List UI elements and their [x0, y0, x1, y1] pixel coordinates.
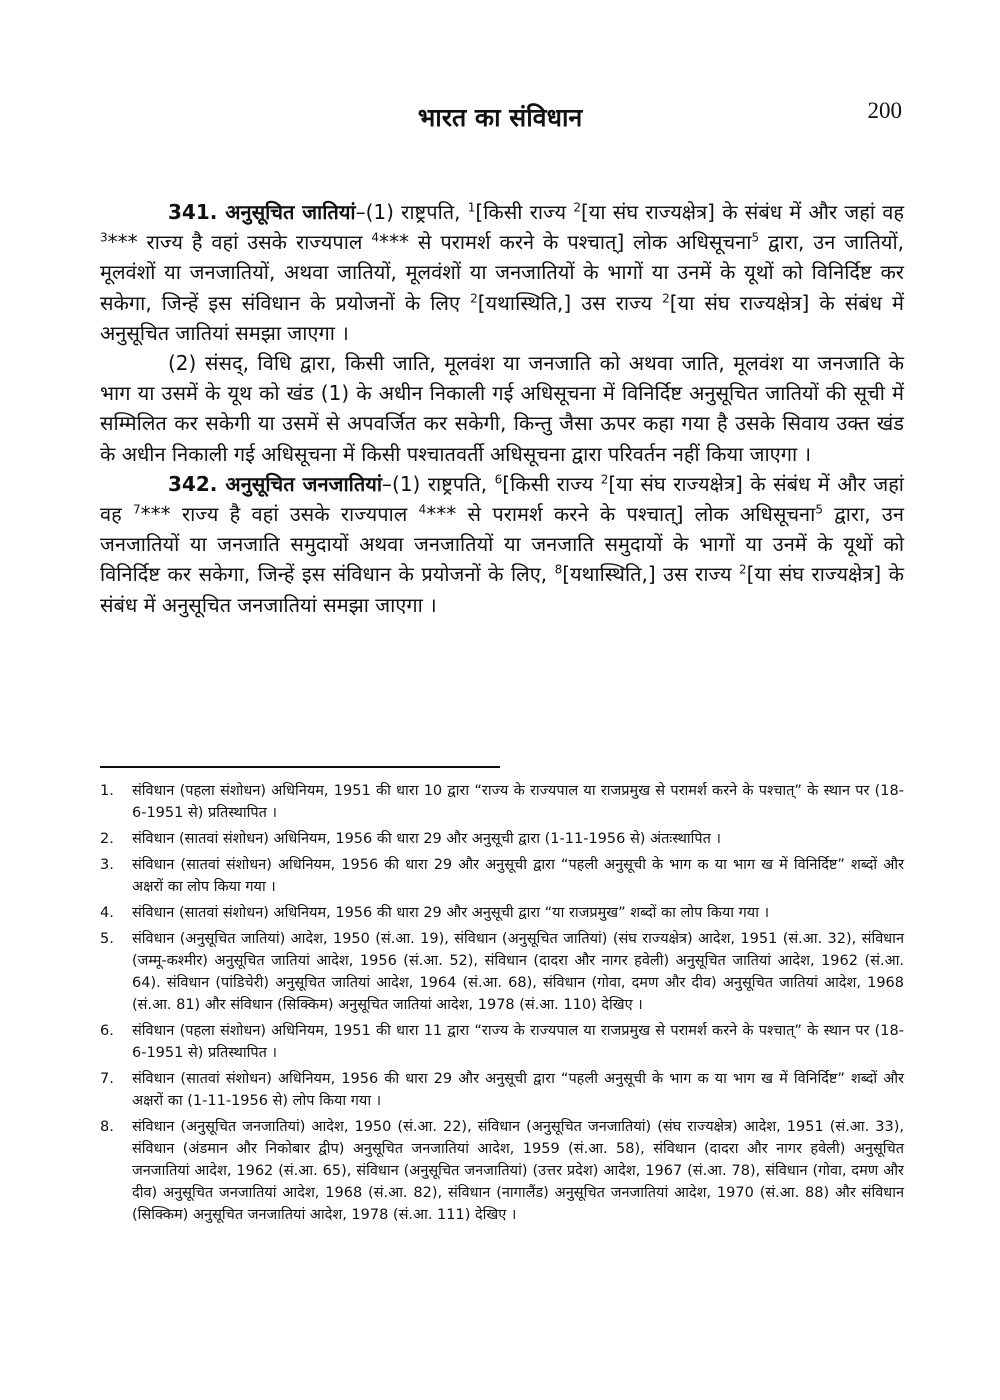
footnote-text: संविधान (अनुसूचित जनजातियां) आदेश, 1950 (सं.आ. 22), संविधान (अनुसूचित जनजातियां) (संघ राज्यक्षेत्र) आदेश, 1951 (सं.आ. 33), संविधान (अंडमान और निकोबार द्वीप) अनुसूचित जनजातियां आदेश, 1959 (सं.आ. 58), संविधान (दादरा और नागर हवेली) अनुसूचित जनजातियां आदेश, 1962 (सं.आ. 65), संविधान (अनुसूचित जनजातियां) (उत्तर प्रदेश) आदेश, 1967 (सं.आ. 78), संविधान (गोवा, दमण और दीव) अनुसूचित जनजातियां आदेश, 1968 (सं.आ. 82), संविधान (नागालैंड) अनुसूचित जनजातियां आदेश, 1970 (सं.आ. 88) और संविधान (सिक्किम) अनुसूचित जनजातियां आदेश, 1978 (सं.आ. 111) देखिए ।: [132, 1119, 904, 1223]
article-341-clause-2: (2) संसद्, विधि द्वारा, किसी जाति, मूलवंश या जनजाति को अथवा जाति, मूलवंश या जनजाति के भाग या उसमें के यूथ को खंड (1) के अधीन निकाली गई अधिसूचना में विनिर्दिष्ट अनुसूचित जातियों की सूची में सम्मिलित कर सकेगी या उसमें से अपवर्जित कर सकेगी, किन्तु जैसा ऊपर कहा गया है उसके सिवाय उक्त खंड के अधीन निकाली गई अधिसूचना में किसी पश्चातवर्ती अधिसूचना द्वारा परिवर्तन नहीं किया जाएगा ।: [100, 351, 904, 466]
article-text: [या संघ राज्यक्षेत्र] के संबंध में अनुसूचित जातियां समझा जाएगा ।: [100, 290, 904, 345]
page-title: भारत का संविधान: [417, 103, 583, 132]
footnote-6: [100, 1020, 904, 1064]
article-text: द्वारा, उन जातियों, मूलवंशों या जनजातियों, अथवा जातियों, मूलवंशों या जनजातियों के भागों या उनमें के यूथों को विनिर्दिष्ट कर सकेगा, जिन्हें इस संविधान के प्रयोजनों के लिए: [100, 230, 904, 315]
footnote-7: [100, 1068, 904, 1112]
article-341-heading: 341. अनुसूचित जातियां: [168, 200, 356, 224]
footnote-text: संविधान (सातवां संशोधन) अधिनियम, 1956 की धारा 29 और अनुसूची द्वारा “पहली अनुसूची के भाग क या भाग ख में विनिर्दिष्ट” शब्दों और अक्षरों का (1-11-1956 से) लोप किया गया ।: [132, 1071, 904, 1109]
article-341-clause-1: [100, 197, 904, 348]
footnote-ref[interactable]: 2: [739, 562, 747, 577]
footnote-text: संविधान (पहला संशोधन) अधिनियम, 1951 की धारा 10 द्वारा “राज्य के राज्यपाल या राजप्रमुख से परामर्श करने के पश्चात्” के स्थान पर (18-6-1951 से) प्रतिस्थापित ।: [132, 783, 904, 821]
footnote-ref[interactable]: 6: [494, 472, 503, 487]
article-text: [या संघ राज्यक्षेत्र] के संबंध में अनुसूचित जनजातियां समझा जाएगा ।: [100, 562, 904, 617]
article-text: –(1) राष्ट्रपति,: [355, 200, 468, 224]
footnote-divider: [100, 766, 500, 768]
footnote-number: 1.: [100, 783, 114, 799]
article-342-heading: 342. अनुसूचित जनजातियां: [168, 471, 383, 496]
footnote-8: [100, 1116, 904, 1226]
footnotes-section: [100, 780, 904, 1230]
footnote-2: [100, 828, 904, 850]
article-text: [किसी राज्य: [475, 200, 574, 224]
footnote-text: संविधान (सातवां संशोधन) अधिनियम, 1956 की धारा 29 और अनुसूची द्वारा “पहली अनुसूची के भाग क या भाग ख में विनिर्दिष्ट” शब्दों और अक्षरों का लोप किया गया ।: [132, 857, 904, 895]
footnote-ref[interactable]: 2: [600, 472, 609, 487]
footnote-number: 4.: [100, 905, 114, 921]
footnote-ref[interactable]: 1: [467, 200, 476, 215]
article-text: [यथास्थिति,] उस राज्य: [562, 562, 740, 587]
article-text: [या संघ राज्यक्षेत्र] के संबंध में और जहां वह: [100, 471, 904, 527]
article-text: द्वारा, उन जनजातियों या जनजाति समुदायों अथवा जनजातियों या जनजाति समुदायों के भागों या उनमें के यूथों को विनिर्दिष्ट कर सकेगा, जिन्हें इस संविधान के प्रयोजनों के लिए,: [100, 502, 904, 587]
footnote-ref[interactable]: 4: [418, 502, 427, 517]
footnote-ref[interactable]: 5: [751, 230, 760, 245]
article-text: [यथास्थिति,] उस राज्य: [477, 290, 663, 315]
footnote-number: 8.: [100, 1119, 114, 1135]
footnote-ref[interactable]: 3: [100, 230, 108, 245]
article-text: –(1) राष्ट्रपति,: [382, 471, 495, 496]
footnote-1: [100, 780, 904, 824]
footnote-3: [100, 854, 904, 898]
footnote-number: 6.: [100, 1023, 114, 1039]
article-text: *** से परामर्श करने के पश्चात्] लोक अधिसूचना: [379, 230, 752, 255]
footnote-text: संविधान (अनुसूचित जातियां) आदेश, 1950 (सं.आ. 19), संविधान (अनुसूचित जातियां) (संघ राज्यक्षेत्र) आदेश, 1951 (सं.आ. 32), संविधान (जम्मू-कश्मीर) अनुसूचित जातियां आदेश, 1956 (सं.आ. 52), संविधान (दादरा और नागर हवेली) अनुसूचित जातियां आदेश, 1962 (सं.आ. 64). संविधान (पांडिचेरी) अनुसूचित जातियां आदेश, 1964 (सं.आ. 68), संविधान (गोवा, दमण और दीव) अनुसूचित जातियां आदेश, 1968 (सं.आ. 81) और संविधान (सिक्किम) अनुसूचित जातियां आदेश, 1978 (सं.आ. 110) देखिए ।: [132, 931, 904, 1013]
footnote-ref[interactable]: 4: [371, 230, 379, 245]
footnote-ref[interactable]: 7: [133, 502, 141, 517]
article-text: [किसी राज्य: [502, 471, 601, 496]
article-text: [या संघ राज्यक्षेत्र] के संबंध में और जहां वह: [580, 200, 904, 224]
footnote-ref[interactable]: 2: [470, 290, 478, 305]
footnote-text: संविधान (पहला संशोधन) अधिनियम, 1951 की धारा 11 द्वारा “राज्य के राज्यपाल या राजप्रमुख से परामर्श करने के पश्चात्” के स्थान पर (18-6-1951 से) प्रतिस्थापित ।: [132, 1023, 904, 1061]
footnote-ref[interactable]: 8: [554, 562, 563, 577]
footnote-ref[interactable]: 2: [573, 200, 581, 215]
footnote-number: 5.: [100, 931, 114, 947]
footnote-number: 3.: [100, 857, 114, 873]
footnote-number: 2.: [100, 831, 114, 847]
page-number: 200: [867, 98, 902, 123]
main-text: [100, 197, 904, 620]
footnote-number: 7.: [100, 1071, 114, 1087]
article-text: *** राज्य है वहां उसके राज्यपाल: [107, 230, 372, 255]
article-text: *** से परामर्श करने के पश्चात्] लोक अधिसूचना: [426, 502, 816, 527]
footnote-text: संविधान (सातवां संशोधन) अधिनियम, 1956 की धारा 29 और अनुसूची द्वारा “या राजप्रमुख” शब्दों का लोप किया गया ।: [132, 905, 770, 921]
footnote-ref[interactable]: 2: [662, 290, 670, 305]
footnote-4: [100, 902, 904, 924]
article-342-clause-1: [100, 469, 904, 620]
footnote-5: [100, 928, 904, 1016]
footnote-ref[interactable]: 5: [815, 502, 823, 517]
footnote-text: संविधान (सातवां संशोधन) अधिनियम, 1956 की धारा 29 और अनुसूची द्वारा (1-11-1956 से) अंतःस्थापित ।: [132, 831, 722, 847]
article-text: *** राज्य है वहां उसके राज्यपाल: [140, 502, 419, 527]
